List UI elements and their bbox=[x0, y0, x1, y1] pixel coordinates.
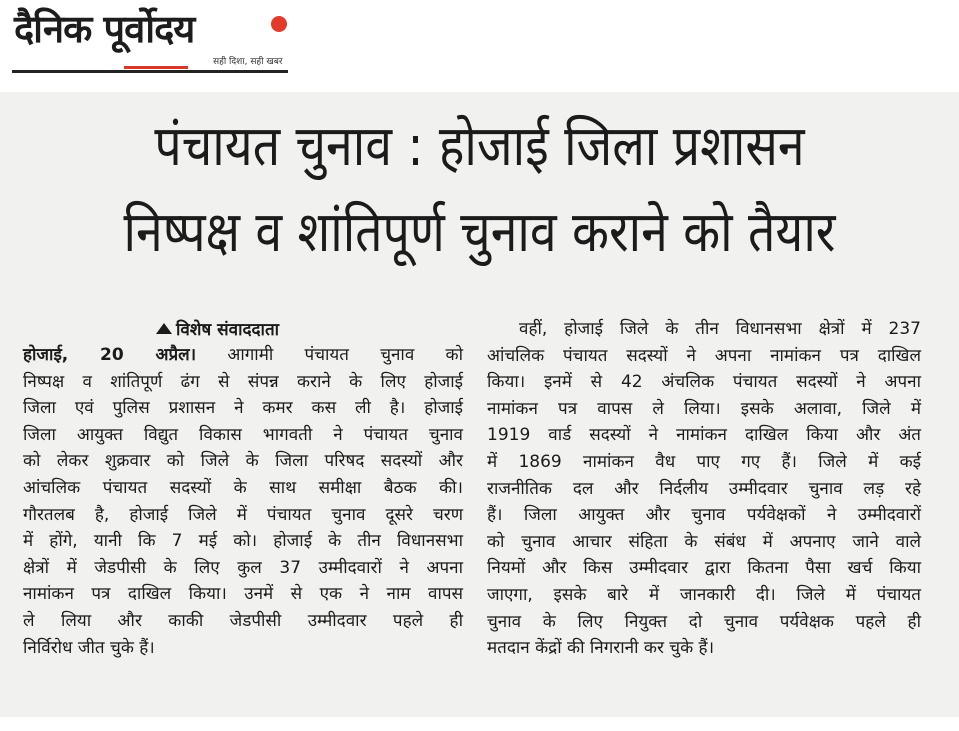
column-line: आंचलिक पंचायत सदस्यों ने अपना नामांकन पत्र दाखिल bbox=[487, 345, 921, 366]
column-line: को लेकर शुक्रवार को जिले के जिला परिषद सदस्यों और bbox=[23, 451, 463, 472]
column-line: में 1869 नामांकन वैध पाए गए हैं। जिले में कई bbox=[487, 451, 921, 472]
column-line: नामांकन पत्र वापस ले लिया। इसके अलावा, जिले में bbox=[487, 398, 921, 419]
dateline: होजाई, 20 अप्रैल। bbox=[23, 345, 197, 365]
column-line: क्षेत्रों में जेडपीसी के लिए कुल 37 उम्मीदवारों ने अपना bbox=[23, 557, 463, 578]
byline bbox=[156, 317, 279, 340]
column-line: नामांकन पत्र दाखिल किया। उनमें से एक ने नाम वापस bbox=[23, 584, 463, 605]
masthead-rule bbox=[12, 70, 288, 73]
column-line: नियमों और किस उम्मीदवार द्वारा कितना पैसा खर्च किया bbox=[487, 558, 921, 579]
column-line: आंचलिक पंचायत सदस्यों के साथ समीक्षा बैठक की। bbox=[23, 477, 463, 498]
column-line: जाएगा, इसके बारे में जानकारी दी। जिले में पंचायत bbox=[487, 584, 921, 605]
column-line: चुनाव के लिए नियुक्त दो चुनाव पर्यवेक्षक पहले ही bbox=[487, 611, 921, 632]
column-line: 1919 वार्ड सदस्यों ने नामांकन दाखिल किया और अंत bbox=[487, 425, 921, 446]
headline-line-2: निष्पक्ष व शांतिपूर्ण चुनाव कराने को तैयार bbox=[123, 200, 836, 265]
column-line: होजाई, 20 अप्रैल। आगामी पंचायत चुनाव को bbox=[23, 345, 463, 365]
column-line: वहीं, होजाई जिले के तीन विधानसभा क्षेत्रों में 237 bbox=[519, 319, 921, 339]
byline-text: विशेष संवाददाता bbox=[176, 320, 280, 340]
article-column-2 bbox=[487, 316, 921, 662]
article-headline bbox=[67, 104, 892, 276]
column-line: किया। इनमें से 42 अंचलिक पंचायत सदस्यों ने अपना bbox=[487, 372, 921, 393]
column-line: में होंगे, यानी कि 7 मई को। होजाई के तीन विधानसभा bbox=[23, 531, 463, 552]
column-line: निष्पक्ष व शांतिपूर्ण ढंग से संपन्न कराने के लिए होजाई bbox=[23, 371, 463, 392]
column-line: मतदान केंद्रों की निगरानी कर चुके हैं। bbox=[487, 638, 715, 659]
logo-dot-icon bbox=[271, 16, 287, 32]
newspaper-tagline: सही दिशा, सही खबर bbox=[213, 57, 283, 67]
masthead-logo bbox=[12, 4, 288, 72]
masthead-accent-rule bbox=[124, 66, 188, 69]
column-line: को चुनाव आचार संहिता के संबंध में अपनाए जाने वाले bbox=[487, 531, 921, 552]
column-line: गौरतलब है, होजाई जिले में पंचायत चुनाव दूसरे चरण bbox=[23, 504, 463, 525]
column-line: हैं। जिला आयुक्त और चुनाव पर्यवेक्षकों ने उम्मीदवारों bbox=[487, 505, 921, 526]
triangle-icon bbox=[156, 323, 172, 334]
newspaper-title: दैनिक पूर्वोदय bbox=[14, 7, 195, 51]
column-line: ले लिया और काकी जेडपीसी उम्मीदवार पहले ही bbox=[23, 610, 463, 631]
headline-line-1: पंचायत चुनाव : होजाई जिला प्रशासन bbox=[154, 114, 805, 179]
article-column-1 bbox=[23, 342, 463, 661]
column-line: जिला आयुक्त विद्युत विकास भागवती ने पंचायत चुनाव bbox=[23, 424, 463, 445]
column-line: जिला एवं पुलिस प्रशासन ने कमर कस ली है। होजाई bbox=[23, 398, 463, 419]
column-line: राजनीतिक दल और निर्दलीय उम्मीदवार चुनाव लड़ रहे bbox=[487, 478, 921, 499]
column-line: निर्विरोध जीत चुके हैं। bbox=[23, 637, 155, 658]
